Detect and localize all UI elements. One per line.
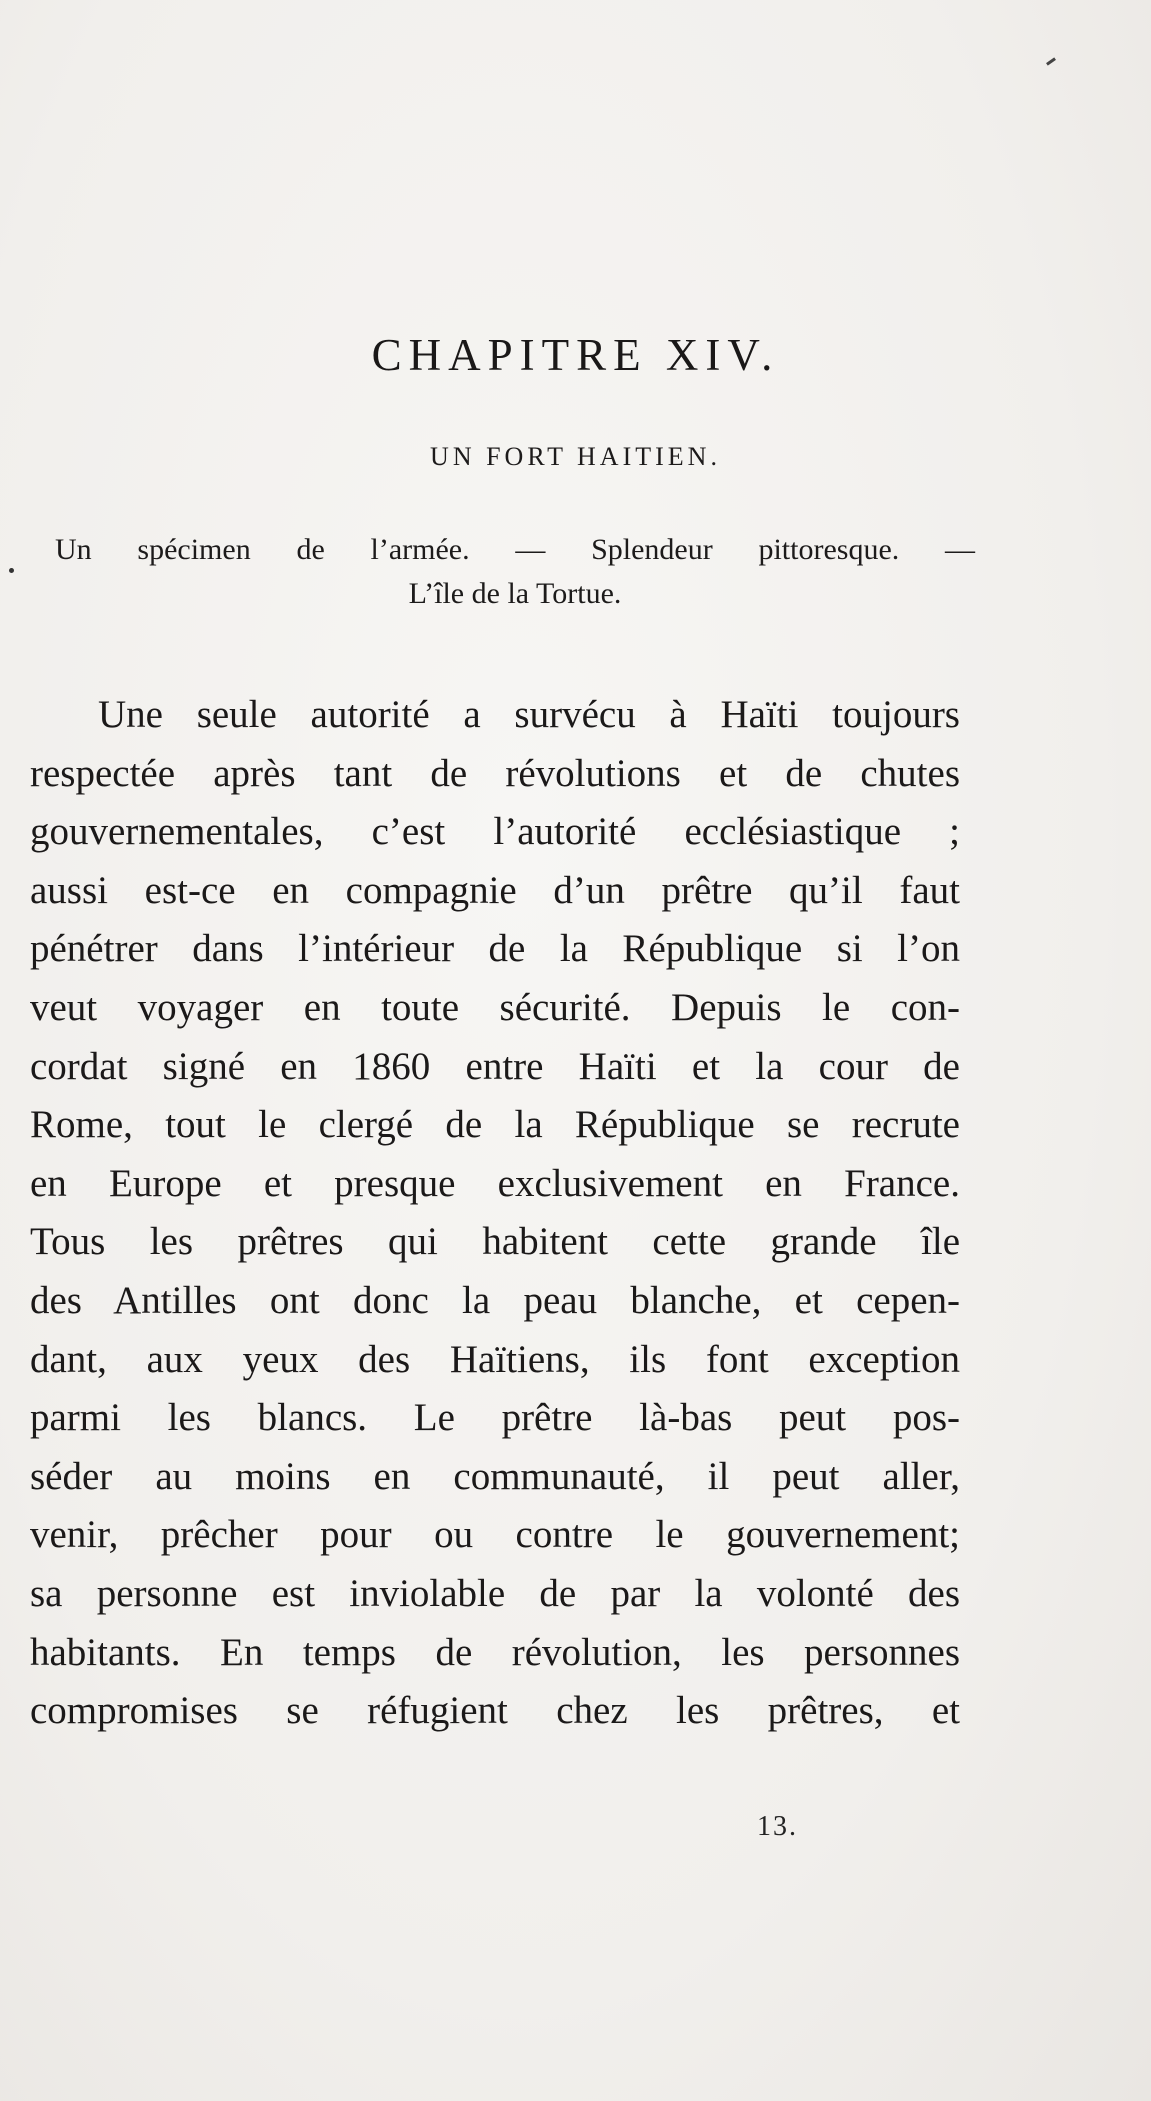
text-line: Tous les prêtres qui habitent cette grande île bbox=[30, 1220, 960, 1264]
ink-speck bbox=[1046, 57, 1056, 65]
text-line: venir, prêcher pour ou contre le gouvernement; bbox=[30, 1513, 960, 1557]
text-line: en Europe et presque exclusivement en France. bbox=[30, 1161, 960, 1205]
body-paragraph bbox=[30, 686, 960, 1741]
chapter-summary bbox=[55, 528, 975, 616]
text-line: Rome, tout le clergé de la République se recrute bbox=[30, 1103, 960, 1147]
text-line: gouvernementales, c’est l’autorité ecclésiastique ; bbox=[30, 810, 960, 854]
ink-dot bbox=[9, 568, 14, 573]
summary-line: L’île de la Tortue. bbox=[408, 577, 622, 610]
text-line: séder au moins en communauté, il peut aller, bbox=[30, 1454, 960, 1498]
text-line: dant, aux yeux des Haïtiens, ils font exception bbox=[30, 1337, 960, 1381]
text-line: aussi est-ce en compagnie d’un prêtre qu’il faut bbox=[30, 868, 960, 912]
text-line: respectée après tant de révolutions et de chutes bbox=[30, 751, 960, 795]
text-line: veut voyager en toute sécurité. Depuis le con- bbox=[30, 985, 960, 1029]
text-line: des Antilles ont donc la peau blanche, et cepen- bbox=[30, 1278, 960, 1322]
chapter-subtitle: UN FORT HAITIEN. bbox=[430, 442, 721, 471]
text-line: sa personne est inviolable de par la volonté des bbox=[30, 1571, 960, 1615]
text-line: habitants. En temps de révolution, les personnes bbox=[30, 1630, 960, 1674]
chapter-title: CHAPITRE XIV. bbox=[371, 330, 780, 380]
summary-line: Un spécimen de l’armée. — Splendeur pittoresque. — bbox=[55, 533, 975, 566]
signature-mark: 13. bbox=[757, 1811, 798, 1842]
text-line: compromises se réfugient chez les prêtres, et bbox=[30, 1689, 960, 1733]
text-line: parmi les blancs. Le prêtre là-bas peut pos- bbox=[30, 1396, 960, 1440]
text-line: Une seule autorité a survécu à Haïti toujours bbox=[98, 693, 960, 736]
text-line: pénétrer dans l’intérieur de la République si l’on bbox=[30, 927, 960, 971]
text-line: cordat signé en 1860 entre Haïti et la cour de bbox=[30, 1044, 960, 1088]
